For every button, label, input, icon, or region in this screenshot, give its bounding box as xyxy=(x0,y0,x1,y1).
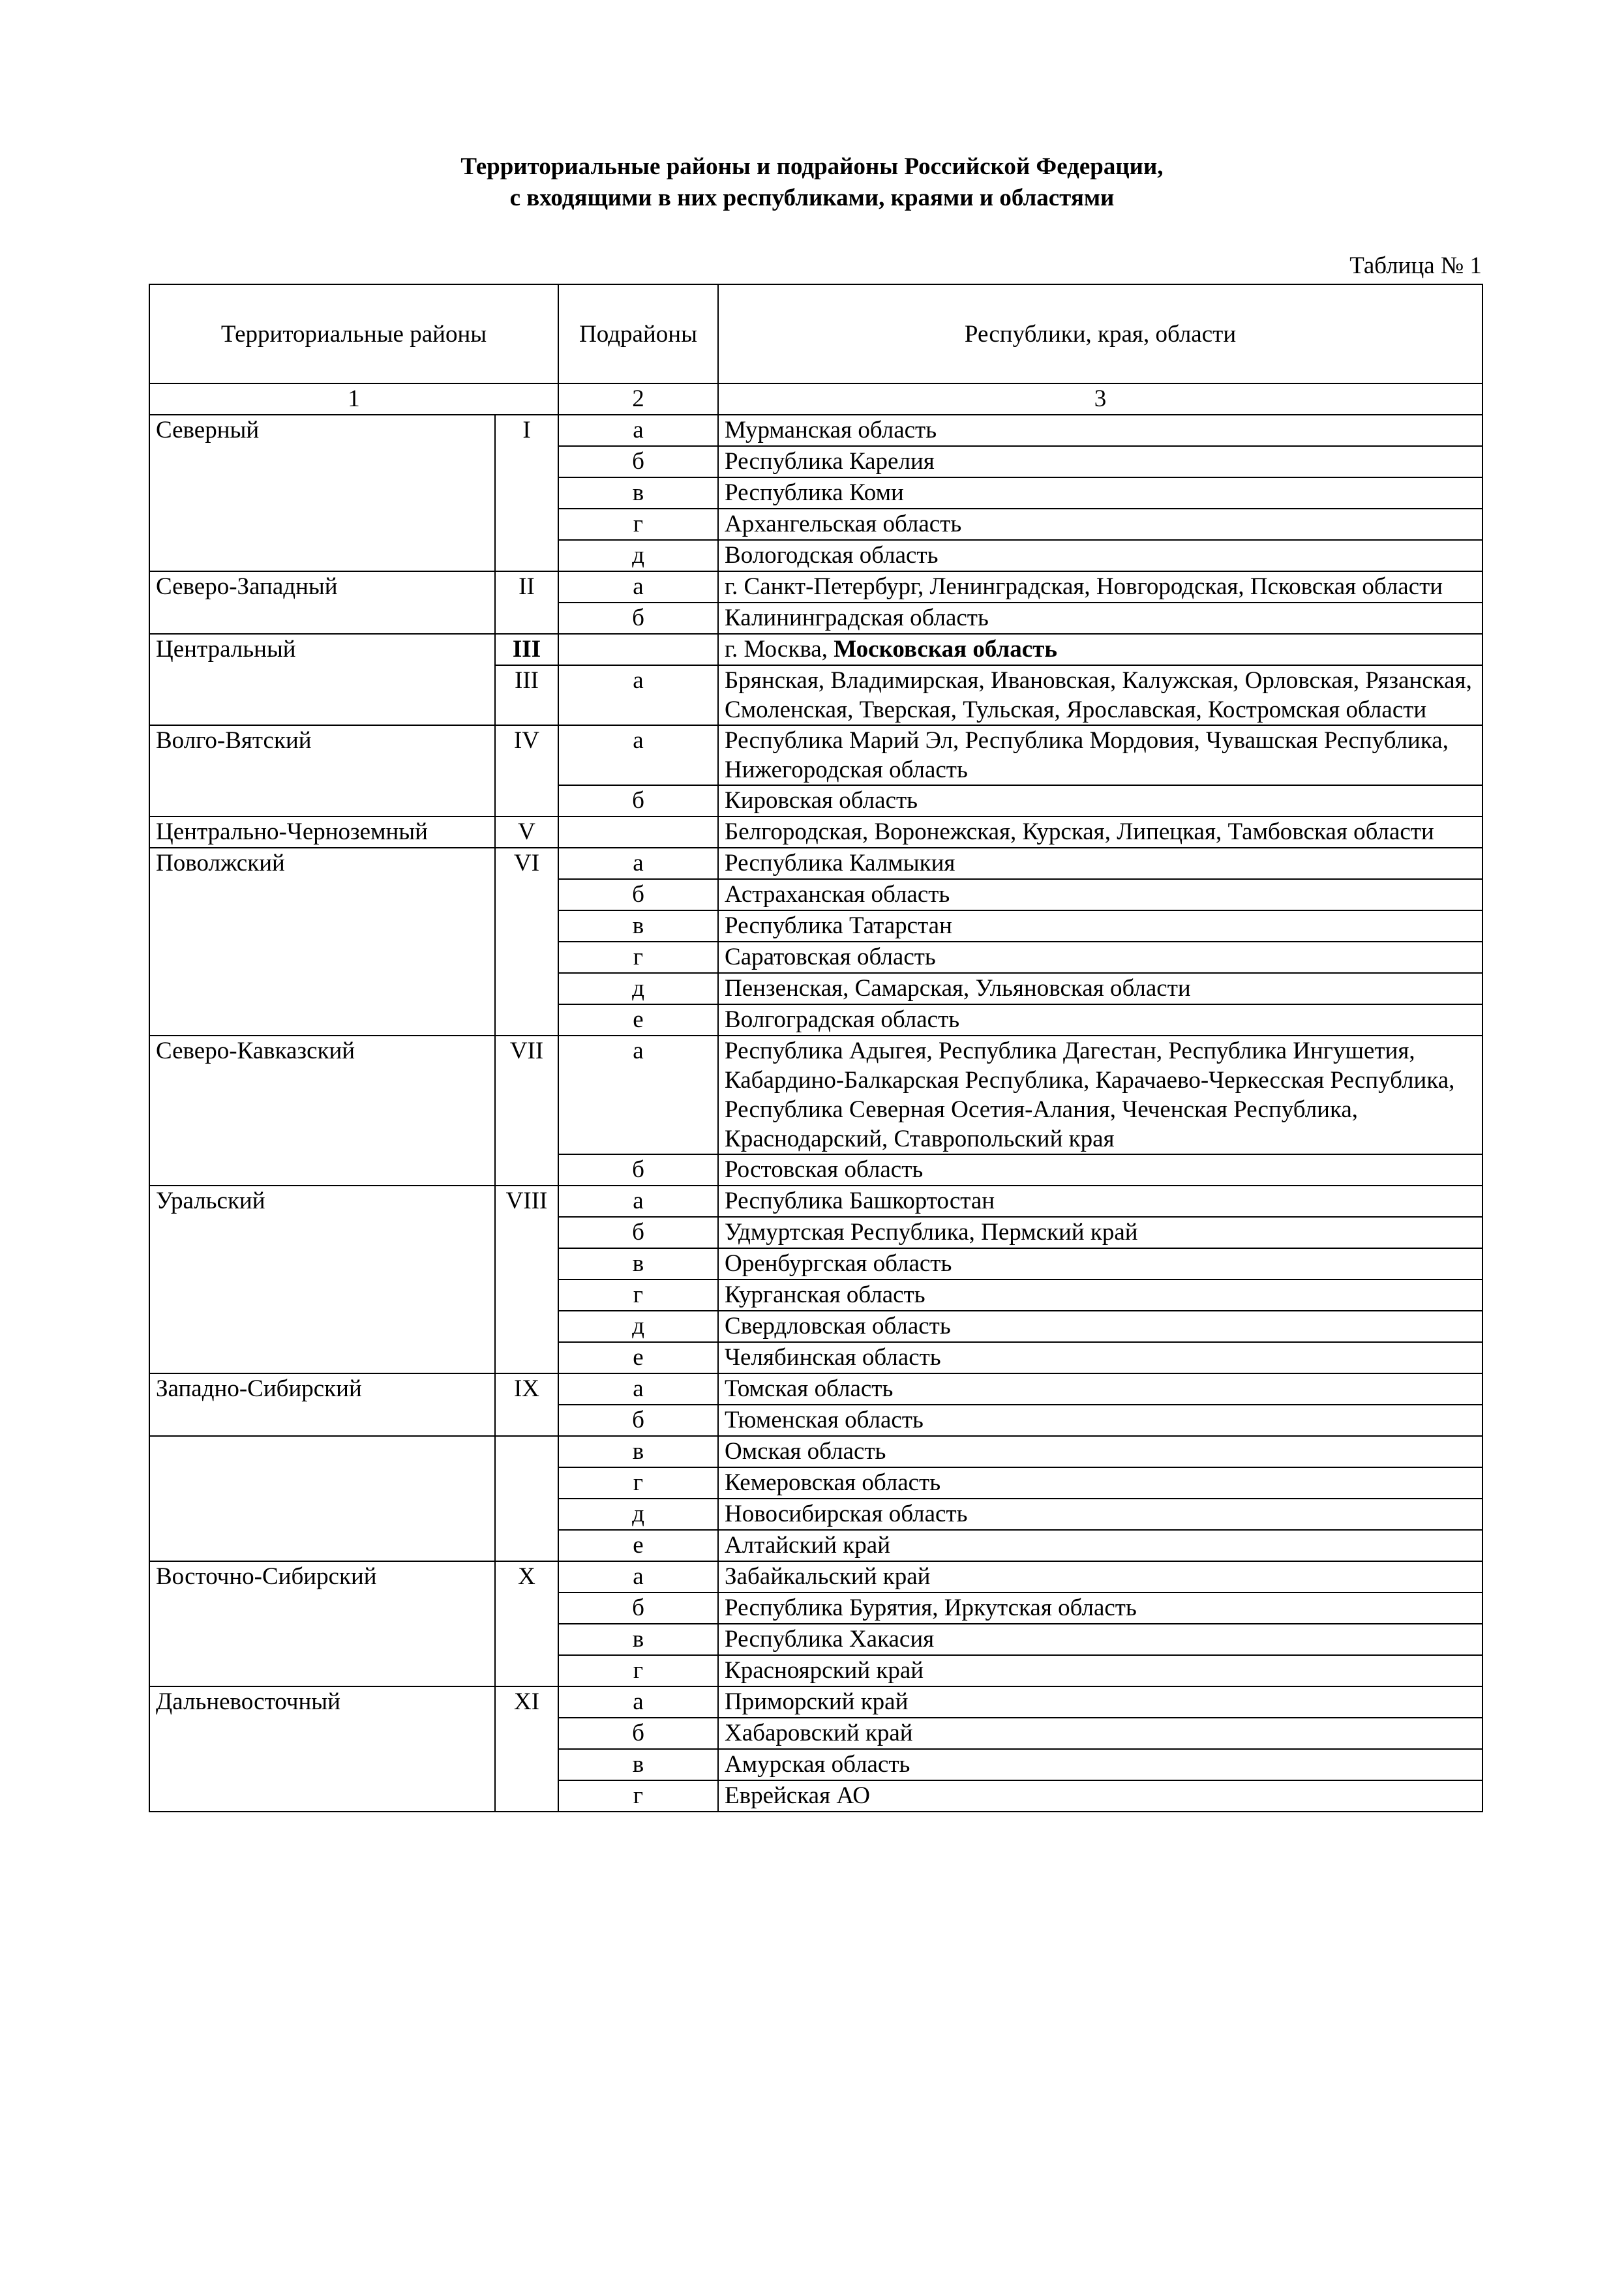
regions-cell: Республика Карелия xyxy=(718,446,1482,477)
district-cell: Волго-Вятский xyxy=(149,725,495,816)
regions-cell: Белгородская, Воронежская, Курская, Липецкая, Тамбовская области xyxy=(718,816,1482,848)
table-number-label: Таблица № 1 xyxy=(1349,252,1482,279)
subdistrict-cell: г xyxy=(558,1279,718,1311)
regions-cell: Пензенская, Самарская, Ульяновская области xyxy=(718,973,1482,1004)
district-number-cell: XI xyxy=(495,1686,558,1812)
regions-cell: Хабаровский край xyxy=(718,1718,1482,1749)
table-row xyxy=(149,1036,1482,1154)
subdistrict-cell: в xyxy=(558,910,718,942)
district-number-cell: X xyxy=(495,1561,558,1686)
regions-cell: Амурская область xyxy=(718,1749,1482,1780)
subdistrict-cell: б xyxy=(558,785,718,816)
districts-table xyxy=(149,284,1483,1812)
subdistrict-cell: г xyxy=(558,1467,718,1499)
district-cell: Центральный xyxy=(149,634,495,725)
regions-cell: Омская область xyxy=(718,1436,1482,1467)
regions-cell: Еврейская АО xyxy=(718,1780,1482,1812)
district-cell: Западно-Сибирский xyxy=(149,1373,495,1436)
table-row xyxy=(149,848,1482,879)
table-header-row xyxy=(149,284,1482,383)
column-number-2: 2 xyxy=(558,383,718,415)
regions-cell: Астраханская область xyxy=(718,879,1482,910)
regions-cell: Забайкальский край xyxy=(718,1561,1482,1593)
subdistrict-cell: а xyxy=(558,1036,718,1154)
column-number-1: 1 xyxy=(149,383,558,415)
table-row xyxy=(149,1373,1482,1405)
regions-cell: Новосибирская область xyxy=(718,1499,1482,1530)
subdistrict-cell xyxy=(558,816,718,848)
subdistrict-cell: б xyxy=(558,1718,718,1749)
regions-cell: Республика Коми xyxy=(718,477,1482,509)
subdistrict-cell: а xyxy=(558,1373,718,1405)
subdistrict-cell: а xyxy=(558,415,718,446)
regions-cell: Брянская, Владимирская, Ивановская, Калужская, Орловская, Рязанская, Смоленская, Тверская, Тульская, Ярославская, Костромская области xyxy=(718,665,1482,725)
table-row xyxy=(149,1561,1482,1593)
regions-cell: Республика Башкортостан xyxy=(718,1186,1482,1217)
regions-cell: Челябинская область xyxy=(718,1342,1482,1373)
district-cell: Северо-Западный xyxy=(149,571,495,634)
subdistrict-cell: б xyxy=(558,1217,718,1248)
regions-cell: Республика Бурятия, Иркутская область xyxy=(718,1593,1482,1624)
regions-text: г. Москва, xyxy=(725,636,834,663)
table-row xyxy=(149,415,1482,446)
subdistrict-cell: а xyxy=(558,725,718,785)
table-row xyxy=(149,571,1482,603)
subdistrict-cell: а xyxy=(558,1561,718,1593)
table-row xyxy=(149,725,1482,785)
regions-cell: Ростовская область xyxy=(718,1154,1482,1186)
regions-cell: Вологодская область xyxy=(718,540,1482,571)
table-row xyxy=(149,1686,1482,1718)
table-row xyxy=(149,1186,1482,1217)
title-line-2: с входящими в них республиками, краями и областями xyxy=(509,185,1115,211)
district-cell: Поволжский xyxy=(149,848,495,1036)
subdistrict-cell: е xyxy=(558,1342,718,1373)
regions-cell: Архангельская область xyxy=(718,509,1482,540)
regions-cell: Оренбургская область xyxy=(718,1248,1482,1279)
regions-cell: Томская область xyxy=(718,1373,1482,1405)
subdistrict-cell: е xyxy=(558,1530,718,1561)
subdistrict-cell: в xyxy=(558,1749,718,1780)
district-cell xyxy=(149,1436,495,1561)
subdistrict-cell: а xyxy=(558,665,718,725)
district-cell: Центрально-Черноземный xyxy=(149,816,495,848)
regions-text-bold: Московская область xyxy=(834,636,1057,663)
subdistrict-cell: а xyxy=(558,848,718,879)
subdistrict-cell: в xyxy=(558,1436,718,1467)
regions-cell: Кировская область xyxy=(718,785,1482,816)
subdistrict-cell xyxy=(558,634,718,665)
title-line-1: Территориальные районы и подрайоны Российской Федерации, xyxy=(460,153,1164,180)
district-number-cell: VIII xyxy=(495,1186,558,1373)
regions-cell: Волгоградская область xyxy=(718,1004,1482,1036)
regions-cell: Тюменская область xyxy=(718,1405,1482,1436)
regions-cell: Республика Адыгея, Республика Дагестан, Республика Ингушетия, Кабардино-Балкарская Республика, Карачаево-Черкесская Республика, Республика Северная Осетия-Алания, Чеченская Республика, Краснодарский, Ставропольский края xyxy=(718,1036,1482,1154)
subdistrict-cell: д xyxy=(558,1499,718,1530)
subdistrict-cell: в xyxy=(558,1624,718,1655)
header-territorial-districts: Территориальные районы xyxy=(149,284,558,383)
column-number-row xyxy=(149,383,1482,415)
regions-cell: Мурманская область xyxy=(718,415,1482,446)
district-number-cell: IV xyxy=(495,725,558,816)
column-number-3: 3 xyxy=(718,383,1482,415)
header-subdistricts: Подрайоны xyxy=(558,284,718,383)
document-title xyxy=(0,151,1624,214)
regions-cell: Республика Марий Эл, Республика Мордовия, Чувашская Республика, Нижегородская область xyxy=(718,725,1482,785)
table-row xyxy=(149,816,1482,848)
district-number-cell: III xyxy=(495,634,558,665)
regions-cell: Приморский край xyxy=(718,1686,1482,1718)
regions-cell: Кемеровская область xyxy=(718,1467,1482,1499)
district-cell: Северо-Кавказский xyxy=(149,1036,495,1186)
district-cell: Дальневосточный xyxy=(149,1686,495,1812)
district-number-cell: II xyxy=(495,571,558,634)
subdistrict-cell: д xyxy=(558,973,718,1004)
subdistrict-cell: б xyxy=(558,603,718,634)
district-number-cell: V xyxy=(495,816,558,848)
table-row xyxy=(149,634,1482,665)
subdistrict-cell: д xyxy=(558,1311,718,1342)
regions-cell: Алтайский край xyxy=(718,1530,1482,1561)
subdistrict-cell: б xyxy=(558,1405,718,1436)
subdistrict-cell: а xyxy=(558,571,718,603)
regions-cell xyxy=(718,634,1482,665)
subdistrict-cell: д xyxy=(558,540,718,571)
regions-cell: Республика Калмыкия xyxy=(718,848,1482,879)
district-number-cell: IX xyxy=(495,1373,558,1436)
district-number-cell: I xyxy=(495,415,558,571)
table-row xyxy=(149,1436,1482,1467)
district-number-cell xyxy=(495,1436,558,1561)
subdistrict-cell: в xyxy=(558,1248,718,1279)
district-cell: Уральский xyxy=(149,1186,495,1373)
district-number-cell: VII xyxy=(495,1036,558,1186)
subdistrict-cell: г xyxy=(558,942,718,973)
subdistrict-cell: б xyxy=(558,879,718,910)
district-cell: Восточно-Сибирский xyxy=(149,1561,495,1686)
regions-cell: Калининградская область xyxy=(718,603,1482,634)
district-number-cell: III xyxy=(495,665,558,725)
subdistrict-cell: а xyxy=(558,1686,718,1718)
subdistrict-cell: е xyxy=(558,1004,718,1036)
subdistrict-cell: б xyxy=(558,446,718,477)
regions-cell: Саратовская область xyxy=(718,942,1482,973)
header-regions: Республики, края, области xyxy=(718,284,1482,383)
subdistrict-cell: а xyxy=(558,1186,718,1217)
district-cell: Северный xyxy=(149,415,495,571)
district-number-cell: VI xyxy=(495,848,558,1036)
regions-cell: г. Санкт-Петербург, Ленинградская, Новгородская, Псковская области xyxy=(718,571,1482,603)
subdistrict-cell: г xyxy=(558,509,718,540)
subdistrict-cell: г xyxy=(558,1655,718,1686)
subdistrict-cell: б xyxy=(558,1154,718,1186)
regions-cell: Курганская область xyxy=(718,1279,1482,1311)
regions-cell: Удмуртская Республика, Пермский край xyxy=(718,1217,1482,1248)
subdistrict-cell: в xyxy=(558,477,718,509)
subdistrict-cell: б xyxy=(558,1593,718,1624)
regions-cell: Республика Хакасия xyxy=(718,1624,1482,1655)
subdistrict-cell: г xyxy=(558,1780,718,1812)
regions-cell: Республика Татарстан xyxy=(718,910,1482,942)
regions-cell: Свердловская область xyxy=(718,1311,1482,1342)
regions-cell: Красноярский край xyxy=(718,1655,1482,1686)
